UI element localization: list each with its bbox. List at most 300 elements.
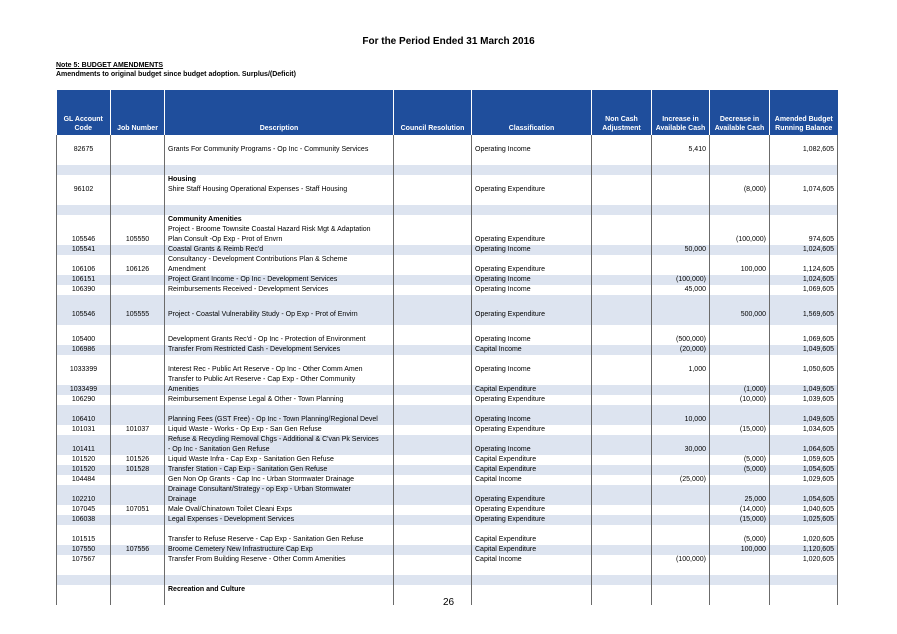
decrease-cell <box>710 525 770 535</box>
job-number-cell <box>111 325 165 335</box>
increase-cell <box>652 525 710 535</box>
gl-account-cell <box>57 375 111 385</box>
description-cell <box>165 575 394 585</box>
decrease-cell: (1,000) <box>710 385 770 395</box>
non-cash-cell <box>592 355 652 365</box>
non-cash-cell <box>592 375 652 385</box>
spacer-row <box>57 295 838 305</box>
increase-cell <box>652 135 710 145</box>
spacer-row <box>57 205 838 215</box>
council-resolution-cell <box>394 535 472 545</box>
increase-cell <box>652 295 710 305</box>
description-cell <box>165 205 394 215</box>
table-row <box>57 285 838 295</box>
increase-cell: (20,000) <box>652 345 710 355</box>
decrease-cell: (14,000) <box>710 505 770 515</box>
non-cash-cell <box>592 305 652 325</box>
gl-account-cell <box>57 155 111 165</box>
job-number-cell <box>111 495 165 505</box>
table-row <box>57 545 838 555</box>
job-number-cell: 106126 <box>111 265 165 275</box>
balance-cell: 1,024,605 <box>770 245 838 255</box>
table-row <box>57 235 838 245</box>
spacer-row <box>57 355 838 365</box>
non-cash-cell <box>592 215 652 225</box>
description-cell <box>165 295 394 305</box>
decrease-cell <box>710 355 770 365</box>
non-cash-cell <box>592 455 652 465</box>
increase-cell <box>652 515 710 525</box>
description-cell <box>165 525 394 535</box>
job-number-cell <box>111 375 165 385</box>
non-cash-cell <box>592 265 652 275</box>
classification-cell <box>472 525 592 535</box>
balance-cell: 1,020,605 <box>770 535 838 545</box>
gl-account-cell: 1033499 <box>57 385 111 395</box>
council-resolution-cell <box>394 195 472 205</box>
gl-account-cell: 105546 <box>57 235 111 245</box>
increase-cell <box>652 185 710 195</box>
classification-cell <box>472 155 592 165</box>
council-resolution-cell <box>394 445 472 455</box>
gl-account-cell: 1033399 <box>57 365 111 375</box>
classification-cell: Capital Expenditure <box>472 535 592 545</box>
gl-account-cell: 106106 <box>57 265 111 275</box>
col-decrease: Decrease in Available Cash <box>710 90 770 135</box>
classification-cell <box>472 485 592 495</box>
job-number-cell <box>111 575 165 585</box>
balance-cell <box>770 165 838 175</box>
council-resolution-cell <box>394 265 472 275</box>
decrease-cell: 100,000 <box>710 265 770 275</box>
non-cash-cell <box>592 525 652 535</box>
classification-cell <box>472 355 592 365</box>
spacer-row <box>57 405 838 415</box>
description-cell: Transfer to Public Art Reserve - Cap Exp - Other Community <box>165 375 394 385</box>
job-number-cell <box>111 175 165 185</box>
table-row <box>57 265 838 275</box>
table-row <box>57 415 838 425</box>
decrease-cell <box>710 155 770 165</box>
increase-cell: 50,000 <box>652 245 710 255</box>
non-cash-cell <box>592 565 652 575</box>
council-resolution-cell <box>394 385 472 395</box>
job-number-cell <box>111 365 165 375</box>
increase-cell <box>652 545 710 555</box>
decrease-cell <box>710 285 770 295</box>
council-resolution-cell <box>394 485 472 495</box>
job-number-cell <box>111 225 165 235</box>
gl-account-cell: 96102 <box>57 185 111 195</box>
description-cell: Project Grant Income - Op Inc - Development Services <box>165 275 394 285</box>
decrease-cell <box>710 485 770 495</box>
classification-cell <box>472 585 592 595</box>
decrease-cell <box>710 335 770 345</box>
council-resolution-cell <box>394 505 472 515</box>
job-number-cell <box>111 255 165 265</box>
council-resolution-cell <box>394 165 472 175</box>
non-cash-cell <box>592 435 652 445</box>
decrease-cell <box>710 555 770 565</box>
table-row <box>57 255 838 265</box>
description-cell: Recreation and Culture <box>165 585 394 595</box>
table-row <box>57 345 838 355</box>
increase-cell <box>652 505 710 515</box>
increase-cell <box>652 385 710 395</box>
table-row <box>57 555 838 565</box>
increase-cell: (100,000) <box>652 555 710 565</box>
table-row <box>57 475 838 485</box>
classification-cell <box>472 405 592 415</box>
non-cash-cell <box>592 275 652 285</box>
council-resolution-cell <box>394 285 472 295</box>
spacer-row <box>57 135 838 145</box>
council-resolution-cell <box>394 145 472 155</box>
non-cash-cell <box>592 175 652 185</box>
job-number-cell: 107556 <box>111 545 165 555</box>
increase-cell <box>652 455 710 465</box>
col-gl-account: GL Account Code <box>57 90 111 135</box>
council-resolution-cell <box>394 255 472 265</box>
description-cell: Drainage <box>165 495 394 505</box>
gl-account-cell: 107567 <box>57 555 111 565</box>
table-row <box>57 455 838 465</box>
gl-account-cell <box>57 225 111 235</box>
non-cash-cell <box>592 395 652 405</box>
description-cell: Liquid Waste - Works - Op Exp - San Gen Refuse <box>165 425 394 435</box>
balance-cell: 1,049,605 <box>770 345 838 355</box>
job-number-cell <box>111 295 165 305</box>
table-row <box>57 225 838 235</box>
decrease-cell: 100,000 <box>710 545 770 555</box>
job-number-cell <box>111 285 165 295</box>
decrease-cell: (5,000) <box>710 465 770 475</box>
classification-cell <box>472 575 592 585</box>
decrease-cell: (100,000) <box>710 235 770 245</box>
description-cell: Community Amenities <box>165 215 394 225</box>
classification-cell: Operating Expenditure <box>472 425 592 435</box>
decrease-cell <box>710 275 770 285</box>
council-resolution-cell <box>394 525 472 535</box>
increase-cell <box>652 235 710 245</box>
spacer-row <box>57 525 838 535</box>
non-cash-cell <box>592 195 652 205</box>
balance-cell: 1,049,605 <box>770 415 838 425</box>
decrease-cell: (15,000) <box>710 515 770 525</box>
council-resolution-cell <box>394 585 472 595</box>
non-cash-cell <box>592 285 652 295</box>
job-number-cell <box>111 405 165 415</box>
gl-account-cell <box>57 295 111 305</box>
job-number-cell: 107051 <box>111 505 165 515</box>
increase-cell <box>652 325 710 335</box>
description-cell: Reimbursement Expense Legal & Other - Town Planning <box>165 395 394 405</box>
job-number-cell <box>111 165 165 175</box>
non-cash-cell <box>592 555 652 565</box>
classification-cell: Capital Expenditure <box>472 545 592 555</box>
increase-cell <box>652 225 710 235</box>
col-description: Description <box>165 90 394 135</box>
balance-cell: 1,029,605 <box>770 475 838 485</box>
increase-cell <box>652 485 710 495</box>
gl-account-cell: 101411 <box>57 445 111 455</box>
table-row <box>57 245 838 255</box>
job-number-cell <box>111 395 165 405</box>
balance-cell: 1,024,605 <box>770 275 838 285</box>
job-number-cell <box>111 445 165 455</box>
job-number-cell <box>111 155 165 165</box>
gl-account-cell: 106390 <box>57 285 111 295</box>
gl-account-cell: 105400 <box>57 335 111 345</box>
job-number-cell <box>111 145 165 155</box>
description-cell: Drainage Consultant/Strategy - op Exp - Urban Stormwater <box>165 485 394 495</box>
col-classification: Classification <box>472 90 592 135</box>
increase-cell <box>652 425 710 435</box>
classification-cell: Capital Income <box>472 345 592 355</box>
classification-cell <box>472 175 592 185</box>
description-cell <box>165 565 394 575</box>
classification-cell: Operating Income <box>472 335 592 345</box>
description-cell: Planning Fees (GST Free) - Op Inc - Town Planning/Regional Devel <box>165 415 394 425</box>
description-cell: Amendment <box>165 265 394 275</box>
description-cell: Refuse & Recycling Removal Chgs - Additional & C'van Pk Services <box>165 435 394 445</box>
balance-cell: 1,059,605 <box>770 455 838 465</box>
non-cash-cell <box>592 515 652 525</box>
classification-cell <box>472 205 592 215</box>
increase-cell <box>652 265 710 275</box>
non-cash-cell <box>592 575 652 585</box>
gl-account-cell <box>57 175 111 185</box>
council-resolution-cell <box>394 495 472 505</box>
description-cell: Housing <box>165 175 394 185</box>
table-row <box>57 385 838 395</box>
description-cell: Coastal Grants & Reimb Rec'd <box>165 245 394 255</box>
gl-account-cell: 101031 <box>57 425 111 435</box>
gl-account-cell: 101520 <box>57 465 111 475</box>
table-body <box>57 135 838 605</box>
decrease-cell <box>710 255 770 265</box>
council-resolution-cell <box>394 345 472 355</box>
gl-account-cell: 101515 <box>57 535 111 545</box>
description-cell: - Op Inc - Sanitation Gen Refuse <box>165 445 394 455</box>
council-resolution-cell <box>394 135 472 145</box>
description-cell: Consultancy - Development Contributions Plan & Scheme <box>165 255 394 265</box>
council-resolution-cell <box>394 185 472 195</box>
increase-cell: (25,000) <box>652 475 710 485</box>
non-cash-cell <box>592 345 652 355</box>
description-cell <box>165 135 394 145</box>
job-number-cell <box>111 485 165 495</box>
increase-cell <box>652 255 710 265</box>
classification-cell <box>472 165 592 175</box>
description-cell: Male Oval/Chinatown Toilet Cleani Exps <box>165 505 394 515</box>
job-number-cell <box>111 135 165 145</box>
council-resolution-cell <box>394 395 472 405</box>
classification-cell <box>472 225 592 235</box>
job-number-cell: 105555 <box>111 305 165 325</box>
job-number-cell <box>111 475 165 485</box>
decrease-cell <box>710 205 770 215</box>
non-cash-cell <box>592 425 652 435</box>
decrease-cell <box>710 165 770 175</box>
non-cash-cell <box>592 205 652 215</box>
job-number-cell <box>111 345 165 355</box>
section-heading-row <box>57 175 838 185</box>
gl-account-cell <box>57 525 111 535</box>
gl-account-cell <box>57 575 111 585</box>
classification-cell: Operating Income <box>472 145 592 155</box>
balance-cell: 1,120,605 <box>770 545 838 555</box>
period-title: For the Period Ended 31 March 2016 <box>362 36 535 47</box>
classification-cell: Operating Expenditure <box>472 305 592 325</box>
balance-cell: 1,049,605 <box>770 385 838 395</box>
increase-cell <box>652 375 710 385</box>
gl-account-cell <box>57 255 111 265</box>
spacer-row <box>57 325 838 335</box>
gl-account-cell: 105546 <box>57 305 111 325</box>
description-cell: Project - Coastal Vulnerability Study - Op Exp - Prot of Envirn <box>165 305 394 325</box>
balance-cell: 974,605 <box>770 235 838 245</box>
council-resolution-cell <box>394 215 472 225</box>
council-resolution-cell <box>394 415 472 425</box>
decrease-cell <box>710 415 770 425</box>
col-increase: Increase in Available Cash <box>652 90 710 135</box>
table-row <box>57 335 838 345</box>
classification-cell <box>472 325 592 335</box>
gl-account-cell: 107550 <box>57 545 111 555</box>
non-cash-cell <box>592 535 652 545</box>
classification-cell: Operating Expenditure <box>472 495 592 505</box>
decrease-cell: (5,000) <box>710 535 770 545</box>
classification-cell <box>472 435 592 445</box>
increase-cell: 5,410 <box>652 145 710 155</box>
decrease-cell: (8,000) <box>710 185 770 195</box>
balance-cell: 1,034,605 <box>770 425 838 435</box>
table-row <box>57 375 838 385</box>
balance-cell <box>770 525 838 535</box>
spacer-row <box>57 575 838 585</box>
description-cell: Shire Staff Housing Operational Expenses - Staff Housing <box>165 185 394 195</box>
description-cell: Transfer From Restricted Cash - Development Services <box>165 345 394 355</box>
non-cash-cell <box>592 325 652 335</box>
council-resolution-cell <box>394 275 472 285</box>
balance-cell: 1,054,605 <box>770 495 838 505</box>
council-resolution-cell <box>394 225 472 235</box>
col-council-resolution: Council Resolution <box>394 90 472 135</box>
description-cell: Transfer From Building Reserve - Other Comm Amenities <box>165 555 394 565</box>
table-row <box>57 535 838 545</box>
classification-cell: Operating Expenditure <box>472 235 592 245</box>
balance-cell: 1,040,605 <box>770 505 838 515</box>
job-number-cell <box>111 215 165 225</box>
council-resolution-cell <box>394 155 472 165</box>
job-number-cell <box>111 335 165 345</box>
non-cash-cell <box>592 255 652 265</box>
gl-account-cell <box>57 205 111 215</box>
increase-cell <box>652 155 710 165</box>
council-resolution-cell <box>394 305 472 325</box>
col-balance: Amended Budget Running Balance <box>770 90 838 135</box>
non-cash-cell <box>592 335 652 345</box>
balance-cell: 1,069,605 <box>770 335 838 345</box>
decrease-cell <box>710 345 770 355</box>
classification-cell: Capital Expenditure <box>472 385 592 395</box>
non-cash-cell <box>592 465 652 475</box>
non-cash-cell <box>592 445 652 455</box>
gl-account-cell: 102210 <box>57 495 111 505</box>
decrease-cell <box>710 375 770 385</box>
decrease-cell <box>710 135 770 145</box>
classification-cell: Operating Expenditure <box>472 265 592 275</box>
page-number: 26 <box>442 597 455 608</box>
classification-cell <box>472 215 592 225</box>
council-resolution-cell <box>394 545 472 555</box>
gl-account-cell: 101520 <box>57 455 111 465</box>
increase-cell <box>652 215 710 225</box>
balance-cell: 1,074,605 <box>770 185 838 195</box>
decrease-cell <box>710 365 770 375</box>
balance-cell <box>770 405 838 415</box>
gl-account-cell: 104484 <box>57 475 111 485</box>
job-number-cell <box>111 205 165 215</box>
description-cell <box>165 405 394 415</box>
description-cell: Plan Consult -Op Exp - Prot of Envrn <box>165 235 394 245</box>
increase-cell <box>652 395 710 405</box>
increase-cell <box>652 305 710 325</box>
decrease-cell <box>710 295 770 305</box>
job-number-cell <box>111 195 165 205</box>
increase-cell <box>652 535 710 545</box>
non-cash-cell <box>592 475 652 485</box>
decrease-cell <box>710 215 770 225</box>
balance-cell: 1,064,605 <box>770 445 838 455</box>
classification-cell <box>472 375 592 385</box>
job-number-cell: 101528 <box>111 465 165 475</box>
gl-account-cell <box>57 215 111 225</box>
table-row <box>57 145 838 155</box>
description-cell: Project - Broome Townsite Coastal Hazard Risk Mgt & Adaptation <box>165 225 394 235</box>
balance-cell <box>770 255 838 265</box>
note-title: Note 5: BUDGET AMENDMENTS <box>56 62 164 69</box>
balance-cell <box>770 195 838 205</box>
job-number-cell <box>111 435 165 445</box>
council-resolution-cell <box>394 465 472 475</box>
non-cash-cell <box>592 245 652 255</box>
classification-cell: Operating Expenditure <box>472 185 592 195</box>
table-row <box>57 465 838 475</box>
description-cell <box>165 355 394 365</box>
council-resolution-cell <box>394 295 472 305</box>
balance-cell <box>770 295 838 305</box>
balance-cell: 1,124,605 <box>770 265 838 275</box>
budget-amendments-table <box>56 90 838 605</box>
non-cash-cell <box>592 235 652 245</box>
balance-cell <box>770 355 838 365</box>
spacer-row <box>57 565 838 575</box>
increase-cell <box>652 205 710 215</box>
classification-cell <box>472 255 592 265</box>
increase-cell <box>652 565 710 575</box>
table-row <box>57 395 838 405</box>
job-number-cell <box>111 515 165 525</box>
description-cell: Gen Non Op Grants - Cap Inc - Urban Stormwater Drainage <box>165 475 394 485</box>
gl-account-cell <box>57 405 111 415</box>
job-number-cell: 105550 <box>111 235 165 245</box>
gl-account-cell <box>57 195 111 205</box>
description-cell: Legal Expenses - Development Services <box>165 515 394 525</box>
classification-cell: Operating Income <box>472 365 592 375</box>
description-cell <box>165 155 394 165</box>
